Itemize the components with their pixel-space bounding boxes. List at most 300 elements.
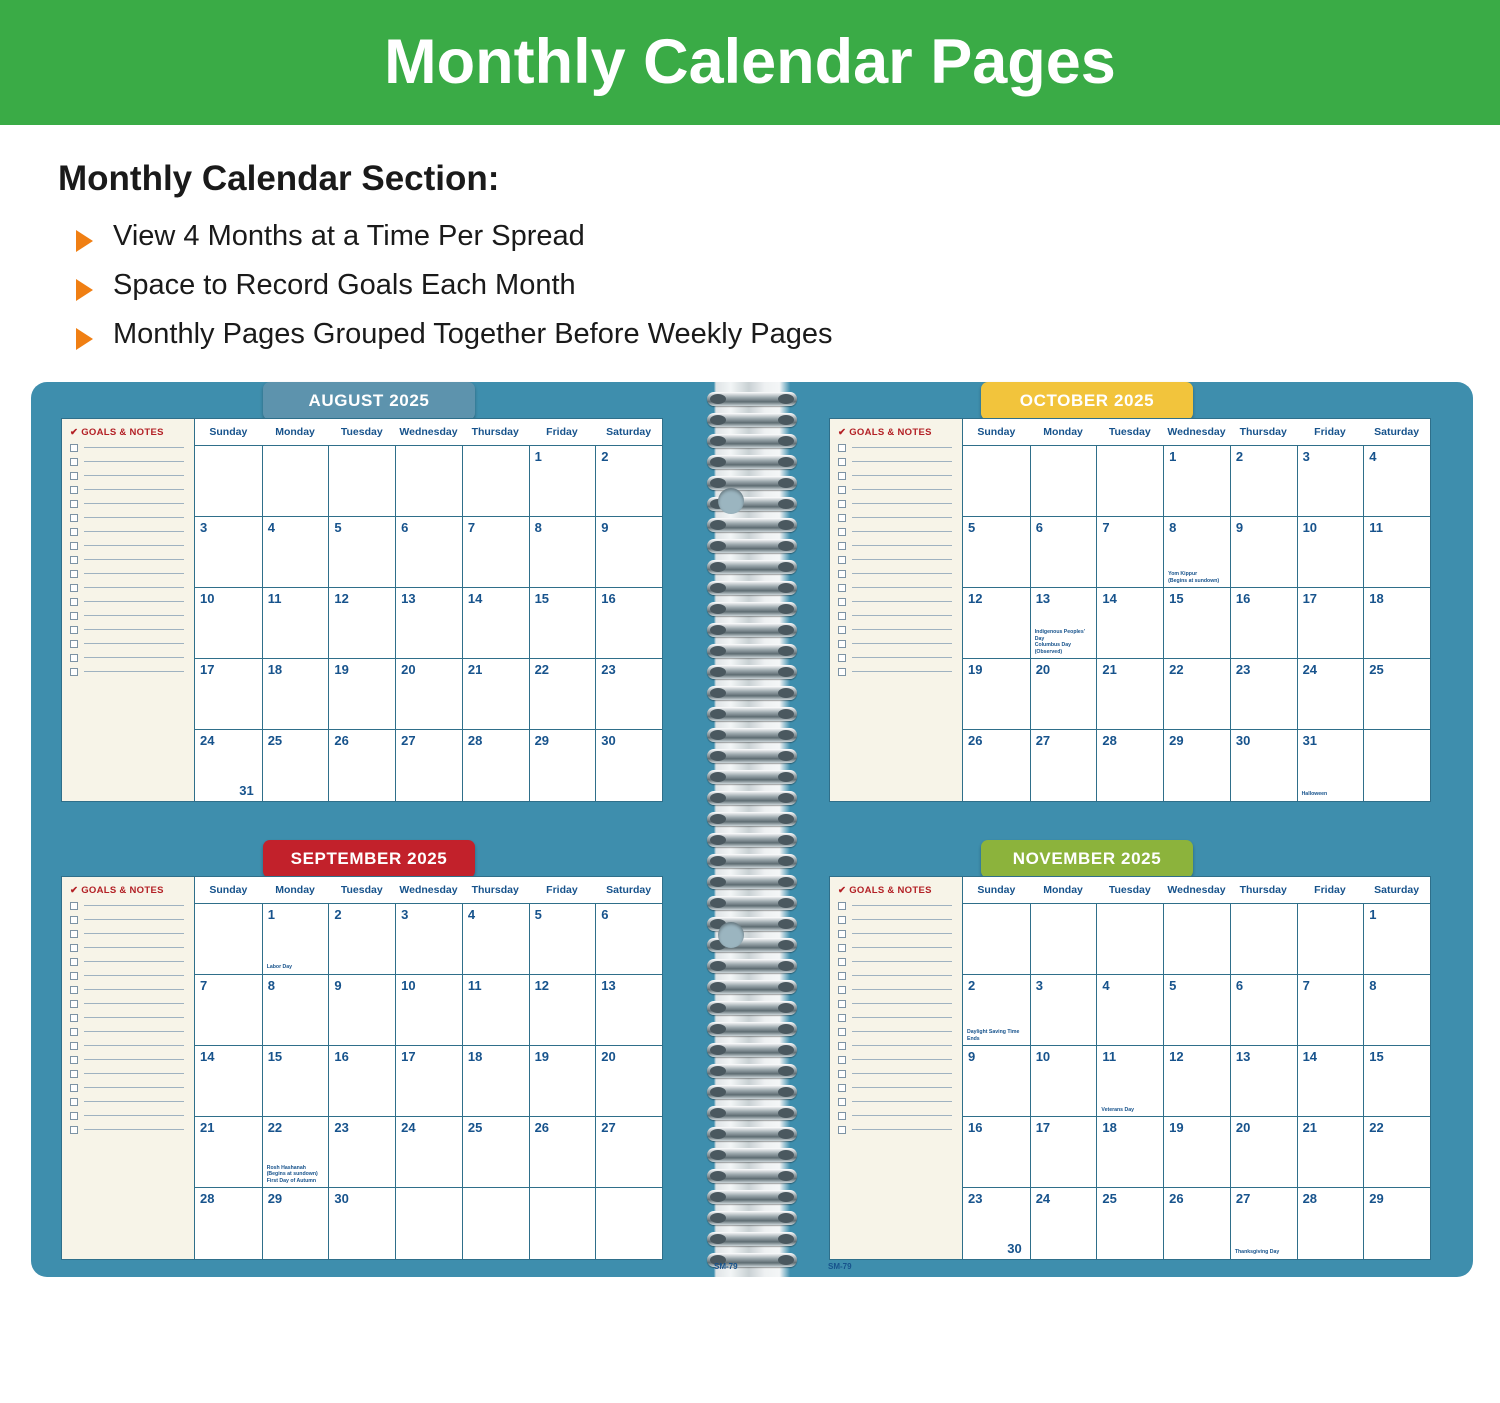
calendar-day-cell[interactable]: [963, 903, 1030, 974]
calendar-day-cell[interactable]: [1363, 1116, 1430, 1187]
goal-line-item[interactable]: [70, 944, 194, 952]
checkbox-icon[interactable]: [70, 542, 78, 550]
goal-line-item[interactable]: [70, 958, 194, 966]
checkbox-icon[interactable]: [838, 598, 846, 606]
calendar-day-cell[interactable]: [1163, 587, 1230, 658]
calendar-day-cell[interactable]: [262, 445, 329, 516]
checkbox-icon[interactable]: [70, 1028, 78, 1036]
calendar-day-cell[interactable]: [462, 516, 529, 587]
write-in-line: [852, 629, 952, 630]
checkbox-icon[interactable]: [70, 612, 78, 620]
calendar-day-cell[interactable]: [1030, 1045, 1097, 1116]
calendar-day-cell[interactable]: [395, 974, 462, 1045]
checkbox-icon[interactable]: [70, 1014, 78, 1022]
calendar-day-cell[interactable]: [328, 516, 395, 587]
calendar-week-row: [195, 903, 662, 974]
calendar-day-cell[interactable]: [395, 1187, 462, 1258]
checkbox-icon[interactable]: [838, 500, 846, 508]
goal-line-item[interactable]: [838, 1014, 962, 1022]
goal-line-item[interactable]: [838, 514, 962, 522]
calendar-day-cell[interactable]: [1230, 903, 1297, 974]
calendar-day-cell[interactable]: [195, 1187, 262, 1258]
goal-line-item[interactable]: [838, 626, 962, 634]
calendar-day-cell[interactable]: [595, 658, 662, 729]
goal-line-item[interactable]: [838, 1084, 962, 1092]
calendar-day-cell[interactable]: [1297, 445, 1364, 516]
calendar-day-cell[interactable]: [1230, 1187, 1297, 1258]
weekday-header: Wednesday: [399, 425, 458, 438]
checkbox-icon[interactable]: [70, 500, 78, 508]
calendar-day-cell[interactable]: [595, 1116, 662, 1187]
calendar-day-cell[interactable]: [1163, 445, 1230, 516]
calendar-day-cell[interactable]: [1030, 1187, 1097, 1258]
checkbox-icon[interactable]: [70, 986, 78, 994]
day-number: 4: [467, 906, 476, 922]
goal-line-item[interactable]: [70, 654, 194, 662]
calendar-day-cell[interactable]: [595, 1187, 662, 1258]
calendar-day-cell[interactable]: [195, 445, 262, 516]
calendar-day-cell[interactable]: [462, 1116, 529, 1187]
day-number: 31: [1302, 733, 1318, 749]
checkbox-icon[interactable]: [838, 916, 846, 924]
day-number: 9: [334, 977, 342, 993]
month-grid: [195, 877, 662, 1259]
calendar-day-cell[interactable]: [1163, 516, 1230, 587]
checkbox-icon[interactable]: [70, 944, 78, 952]
calendar-day-cell[interactable]: [262, 974, 329, 1045]
checkbox-icon[interactable]: [838, 986, 846, 994]
calendar-day-cell[interactable]: [1297, 974, 1364, 1045]
checkbox-icon[interactable]: [838, 584, 846, 592]
goal-line-item[interactable]: [70, 598, 194, 606]
checkbox-icon[interactable]: [70, 556, 78, 564]
calendar-day-cell[interactable]: [395, 516, 462, 587]
calendar-day-cell[interactable]: [1363, 729, 1430, 800]
checkbox-icon[interactable]: [838, 514, 846, 522]
holiday-label: Rosh Hashanah (Begins at sundown) First Day of Autumn: [266, 1164, 318, 1184]
calendar-day-cell[interactable]: [595, 516, 662, 587]
holiday-label: Daylight Saving Time Ends: [967, 1029, 1020, 1042]
calendar-day-cell[interactable]: [262, 903, 329, 974]
calendar-day-cell[interactable]: [328, 1116, 395, 1187]
calendar-day-cell[interactable]: [328, 658, 395, 729]
calendar-day-cell[interactable]: [1230, 516, 1297, 587]
calendar-day-cell[interactable]: [1030, 903, 1097, 974]
day-number: 30: [601, 733, 616, 749]
calendar-day-cell[interactable]: [1297, 516, 1364, 587]
calendar-day-cell[interactable]: [1363, 974, 1430, 1045]
calendar-day-cell[interactable]: [1030, 445, 1097, 516]
goal-line-item[interactable]: [838, 1056, 962, 1064]
calendar-day-cell[interactable]: [963, 587, 1030, 658]
calendar-day-cell[interactable]: [195, 1045, 262, 1116]
calendar-day-cell[interactable]: [262, 658, 329, 729]
goal-line-item[interactable]: [70, 626, 194, 634]
goal-line-item[interactable]: [70, 1070, 194, 1078]
calendar-day-cell[interactable]: [1230, 445, 1297, 516]
goal-line-item[interactable]: [838, 556, 962, 564]
goal-line-item[interactable]: [838, 612, 962, 620]
calendar-day-cell[interactable]: [1096, 658, 1163, 729]
calendar-day-cell[interactable]: [1096, 516, 1163, 587]
planner-spread-image: [31, 382, 1473, 1277]
calendar-day-cell[interactable]: [1030, 729, 1097, 800]
goal-line-item[interactable]: [838, 972, 962, 980]
checkbox-icon[interactable]: [70, 1070, 78, 1078]
calendar-day-cell[interactable]: [1230, 729, 1297, 800]
day-number: 29: [1169, 733, 1184, 749]
goal-line-item[interactable]: [70, 1056, 194, 1064]
page-code-left: SM-79: [714, 1261, 738, 1271]
checkbox-icon[interactable]: [838, 1084, 846, 1092]
goal-line-item[interactable]: [838, 1070, 962, 1078]
calendar-day-cell[interactable]: [262, 1045, 329, 1116]
calendar-day-cell[interactable]: [595, 445, 662, 516]
checkbox-icon[interactable]: [838, 654, 846, 662]
goal-line-item[interactable]: [70, 916, 194, 924]
calendar-day-cell[interactable]: [195, 516, 262, 587]
calendar-day-cell[interactable]: [1030, 1116, 1097, 1187]
write-in-line: [852, 489, 952, 490]
calendar-day-cell[interactable]: [462, 1187, 529, 1258]
calendar-day-cell[interactable]: [595, 974, 662, 1045]
checkbox-icon[interactable]: [70, 458, 78, 466]
calendar-day-cell[interactable]: [328, 1187, 395, 1258]
checkbox-icon[interactable]: [838, 1126, 846, 1134]
checkbox-icon[interactable]: [70, 972, 78, 980]
calendar-day-cell[interactable]: [529, 903, 596, 974]
calendar-day-cell[interactable]: [529, 974, 596, 1045]
checkbox-icon[interactable]: [70, 902, 78, 910]
calendar-day-cell[interactable]: [1297, 658, 1364, 729]
calendar-day-cell[interactable]: [963, 516, 1030, 587]
goal-line-item[interactable]: [838, 958, 962, 966]
calendar-day-cell[interactable]: [328, 903, 395, 974]
checkbox-icon[interactable]: [838, 1098, 846, 1106]
calendar-day-cell[interactable]: [462, 587, 529, 658]
checkbox-icon[interactable]: [70, 472, 78, 480]
checkbox-icon[interactable]: [838, 472, 846, 480]
calendar-day-cell[interactable]: [529, 1187, 596, 1258]
calendar-day-cell[interactable]: [1030, 516, 1097, 587]
calendar-day-cell[interactable]: [529, 587, 596, 658]
goal-line-item[interactable]: [70, 472, 194, 480]
checkbox-icon[interactable]: [838, 486, 846, 494]
calendar-day-cell[interactable]: [1096, 445, 1163, 516]
calendar-day-cell[interactable]: [395, 445, 462, 516]
checkbox-icon[interactable]: [70, 640, 78, 648]
checkbox-icon[interactable]: [838, 542, 846, 550]
goal-line-item[interactable]: [70, 640, 194, 648]
calendar-day-cell[interactable]: [328, 445, 395, 516]
calendar-day-cell[interactable]: [262, 1116, 329, 1187]
punch-hole: [718, 488, 744, 514]
calendar-day-cell[interactable]: [1096, 903, 1163, 974]
calendar-day-cell[interactable]: [1363, 587, 1430, 658]
checkbox-icon[interactable]: [838, 528, 846, 536]
goal-line-item[interactable]: [70, 1042, 194, 1050]
calendar-day-cell[interactable]: [262, 516, 329, 587]
calendar-day-cell[interactable]: [963, 1116, 1030, 1187]
calendar-day-cell[interactable]: [1030, 974, 1097, 1045]
checkbox-icon[interactable]: [70, 1000, 78, 1008]
checkbox-icon[interactable]: [838, 1028, 846, 1036]
checkbox-icon[interactable]: [70, 930, 78, 938]
goal-line-item[interactable]: [838, 528, 962, 536]
goal-line-item[interactable]: [70, 1000, 194, 1008]
calendar-day-cell[interactable]: [262, 587, 329, 658]
goal-line-item[interactable]: [838, 1028, 962, 1036]
calendar-day-cell[interactable]: [1230, 1045, 1297, 1116]
calendar-day-cell[interactable]: [963, 974, 1030, 1045]
calendar-day-cell[interactable]: [328, 1045, 395, 1116]
checkbox-icon[interactable]: [838, 458, 846, 466]
goal-line-item[interactable]: [838, 570, 962, 578]
goal-line-item[interactable]: [838, 1112, 962, 1120]
calendar-day-cell[interactable]: [395, 1045, 462, 1116]
calendar-day-cell[interactable]: [1163, 1116, 1230, 1187]
calendar-day-cell[interactable]: [1096, 974, 1163, 1045]
calendar-day-cell[interactable]: [1230, 974, 1297, 1045]
calendar-day-cell[interactable]: [462, 658, 529, 729]
calendar-day-cell[interactable]: [195, 729, 262, 800]
goal-line-item[interactable]: [838, 944, 962, 952]
goal-line-item[interactable]: [838, 668, 962, 676]
calendar-day-cell[interactable]: [1163, 658, 1230, 729]
checkbox-icon[interactable]: [838, 1000, 846, 1008]
calendar-day-cell[interactable]: [595, 1045, 662, 1116]
calendar-day-cell[interactable]: [963, 445, 1030, 516]
goal-line-item[interactable]: [70, 1098, 194, 1106]
day-number: 21: [467, 662, 483, 678]
goal-line-item[interactable]: [838, 930, 962, 938]
goal-line-item[interactable]: [838, 500, 962, 508]
calendar-day-cell[interactable]: [963, 658, 1030, 729]
calendar-day-cell[interactable]: [529, 1045, 596, 1116]
calendar-day-cell[interactable]: [1363, 516, 1430, 587]
calendar-day-cell[interactable]: [195, 974, 262, 1045]
calendar-day-cell[interactable]: [529, 516, 596, 587]
checkbox-icon[interactable]: [838, 626, 846, 634]
calendar-day-cell[interactable]: [395, 903, 462, 974]
checkbox-icon[interactable]: [70, 1042, 78, 1050]
goal-line-item[interactable]: [838, 654, 962, 662]
checkbox-icon[interactable]: [838, 958, 846, 966]
checkbox-icon[interactable]: [70, 1084, 78, 1092]
goal-line-item[interactable]: [70, 612, 194, 620]
calendar-day-cell[interactable]: [1096, 1187, 1163, 1258]
checkbox-icon[interactable]: [70, 486, 78, 494]
goal-line-item[interactable]: [70, 444, 194, 452]
calendar-day-cell[interactable]: [1230, 658, 1297, 729]
calendar-day-cell[interactable]: [462, 445, 529, 516]
checkbox-icon[interactable]: [838, 668, 846, 676]
calendar-day-cell[interactable]: [1230, 1116, 1297, 1187]
calendar-day-cell[interactable]: [1297, 1187, 1364, 1258]
calendar-day-cell[interactable]: [395, 587, 462, 658]
calendar-day-cell[interactable]: [1163, 1045, 1230, 1116]
goal-line-item[interactable]: [838, 1098, 962, 1106]
goal-line-item[interactable]: [838, 916, 962, 924]
goal-line-item[interactable]: [70, 668, 194, 676]
checkbox-icon[interactable]: [70, 958, 78, 966]
calendar-day-cell[interactable]: [963, 1045, 1030, 1116]
calendar-day-cell[interactable]: [1363, 658, 1430, 729]
calendar-day-cell[interactable]: [462, 974, 529, 1045]
calendar-day-cell[interactable]: [195, 658, 262, 729]
goal-line-item[interactable]: [838, 598, 962, 606]
calendar-day-cell[interactable]: [1030, 658, 1097, 729]
checkbox-icon[interactable]: [70, 626, 78, 634]
goal-line-item[interactable]: [838, 1042, 962, 1050]
calendar-day-cell[interactable]: [195, 903, 262, 974]
checkbox-icon[interactable]: [838, 902, 846, 910]
goal-line-item[interactable]: [70, 458, 194, 466]
checkbox-icon[interactable]: [70, 1056, 78, 1064]
checkbox-icon[interactable]: [838, 1112, 846, 1120]
calendar-day-cell[interactable]: [595, 903, 662, 974]
calendar-day-cell[interactable]: [595, 729, 662, 800]
calendar-day-cell[interactable]: [1163, 974, 1230, 1045]
checkbox-icon[interactable]: [70, 514, 78, 522]
goal-line-item[interactable]: [838, 584, 962, 592]
goal-line-item[interactable]: [838, 444, 962, 452]
day-number: 11: [467, 977, 482, 993]
calendar-day-cell[interactable]: [1230, 587, 1297, 658]
day-number: 2: [968, 977, 976, 993]
calendar-day-cell[interactable]: [462, 903, 529, 974]
calendar-day-cell[interactable]: [1096, 587, 1163, 658]
goal-line-item[interactable]: [838, 472, 962, 480]
checkbox-icon[interactable]: [838, 944, 846, 952]
calendar-day-cell[interactable]: [595, 587, 662, 658]
calendar-day-cell[interactable]: [1297, 729, 1364, 800]
write-in-line: [852, 1003, 952, 1004]
calendar-day-cell[interactable]: [1297, 1116, 1364, 1187]
goal-line-item[interactable]: [70, 1112, 194, 1120]
checkbox-icon[interactable]: [838, 930, 846, 938]
calendar-day-cell[interactable]: [1163, 1187, 1230, 1258]
checkbox-icon[interactable]: [70, 668, 78, 676]
write-in-line: [852, 1087, 952, 1088]
calendar-day-cell[interactable]: [328, 587, 395, 658]
checkbox-icon[interactable]: [838, 1070, 846, 1078]
calendar-day-cell[interactable]: [395, 658, 462, 729]
goal-line-item[interactable]: [70, 514, 194, 522]
calendar-day-cell[interactable]: [1297, 903, 1364, 974]
calendar-day-cell[interactable]: [1297, 587, 1364, 658]
calendar-day-cell[interactable]: [462, 729, 529, 800]
checkbox-icon[interactable]: [838, 444, 846, 452]
goal-line-item[interactable]: [838, 902, 962, 910]
goal-line-item[interactable]: [838, 1126, 962, 1134]
checkbox-icon[interactable]: [838, 612, 846, 620]
calendar-day-cell[interactable]: [529, 1116, 596, 1187]
goal-line-item[interactable]: [70, 930, 194, 938]
checkbox-icon[interactable]: [838, 1014, 846, 1022]
calendar-day-cell[interactable]: [963, 729, 1030, 800]
goal-line-item[interactable]: [70, 1084, 194, 1092]
goal-line-item[interactable]: [70, 1126, 194, 1134]
checkbox-icon[interactable]: [838, 640, 846, 648]
calendar-day-cell[interactable]: [1363, 903, 1430, 974]
calendar-day-cell[interactable]: [262, 1187, 329, 1258]
goal-line-item[interactable]: [70, 570, 194, 578]
checkbox-icon[interactable]: [70, 570, 78, 578]
calendar-day-cell[interactable]: [1297, 1045, 1364, 1116]
calendar-day-cell[interactable]: [328, 974, 395, 1045]
holiday-label: Halloween: [1301, 791, 1328, 798]
calendar-day-cell[interactable]: [1030, 587, 1097, 658]
write-in-line: [84, 1087, 184, 1088]
goal-line-item[interactable]: [70, 584, 194, 592]
checkbox-icon[interactable]: [70, 444, 78, 452]
goal-line-item[interactable]: [838, 640, 962, 648]
calendar-day-cell[interactable]: [195, 587, 262, 658]
checkbox-icon[interactable]: [70, 654, 78, 662]
checkbox-icon[interactable]: [838, 1042, 846, 1050]
calendar-day-cell[interactable]: [1096, 1045, 1163, 1116]
checkbox-icon[interactable]: [838, 570, 846, 578]
calendar-day-cell[interactable]: [262, 729, 329, 800]
calendar-day-cell[interactable]: [1096, 729, 1163, 800]
goal-line-item[interactable]: [70, 556, 194, 564]
checkbox-icon[interactable]: [70, 584, 78, 592]
calendar-day-cell[interactable]: [529, 658, 596, 729]
calendar-day-cell[interactable]: [1363, 1187, 1430, 1258]
checkbox-icon[interactable]: [838, 556, 846, 564]
goal-line-item[interactable]: [70, 542, 194, 550]
calendar-day-cell[interactable]: [1163, 729, 1230, 800]
goal-line-item[interactable]: [838, 1000, 962, 1008]
goal-line-item[interactable]: [838, 542, 962, 550]
goal-line-item[interactable]: [70, 902, 194, 910]
checkbox-icon[interactable]: [70, 916, 78, 924]
calendar-day-cell[interactable]: [395, 1116, 462, 1187]
calendar-month-august: [31, 382, 691, 812]
write-in-line: [84, 933, 184, 934]
goal-line-item[interactable]: [838, 486, 962, 494]
goal-line-item[interactable]: [838, 458, 962, 466]
calendar-day-cell[interactable]: [529, 729, 596, 800]
goal-line-item[interactable]: [70, 528, 194, 536]
checkbox-icon[interactable]: [70, 1112, 78, 1120]
calendar-day-cell[interactable]: [963, 1187, 1030, 1258]
calendar-day-cell[interactable]: [1363, 1045, 1430, 1116]
goal-line-item[interactable]: [70, 986, 194, 994]
checkbox-icon[interactable]: [70, 528, 78, 536]
goal-line-item[interactable]: [70, 486, 194, 494]
calendar-day-cell[interactable]: [1363, 445, 1430, 516]
calendar-day-cell[interactable]: [195, 1116, 262, 1187]
calendar-day-cell[interactable]: [1096, 1116, 1163, 1187]
calendar-day-cell[interactable]: [462, 1045, 529, 1116]
goal-line-item[interactable]: [70, 972, 194, 980]
calendar-day-cell[interactable]: [1163, 903, 1230, 974]
checkbox-icon[interactable]: [838, 972, 846, 980]
goal-line-item[interactable]: [70, 500, 194, 508]
calendar-day-cell[interactable]: [395, 729, 462, 800]
goal-line-item[interactable]: [838, 986, 962, 994]
goal-line-item[interactable]: [70, 1014, 194, 1022]
calendar-day-cell[interactable]: [529, 445, 596, 516]
goal-line-item[interactable]: [70, 1028, 194, 1036]
checkbox-icon[interactable]: [70, 598, 78, 606]
checkbox-icon[interactable]: [838, 1056, 846, 1064]
calendar-day-cell[interactable]: [328, 729, 395, 800]
checkbox-icon[interactable]: [70, 1098, 78, 1106]
checkbox-icon[interactable]: [70, 1126, 78, 1134]
